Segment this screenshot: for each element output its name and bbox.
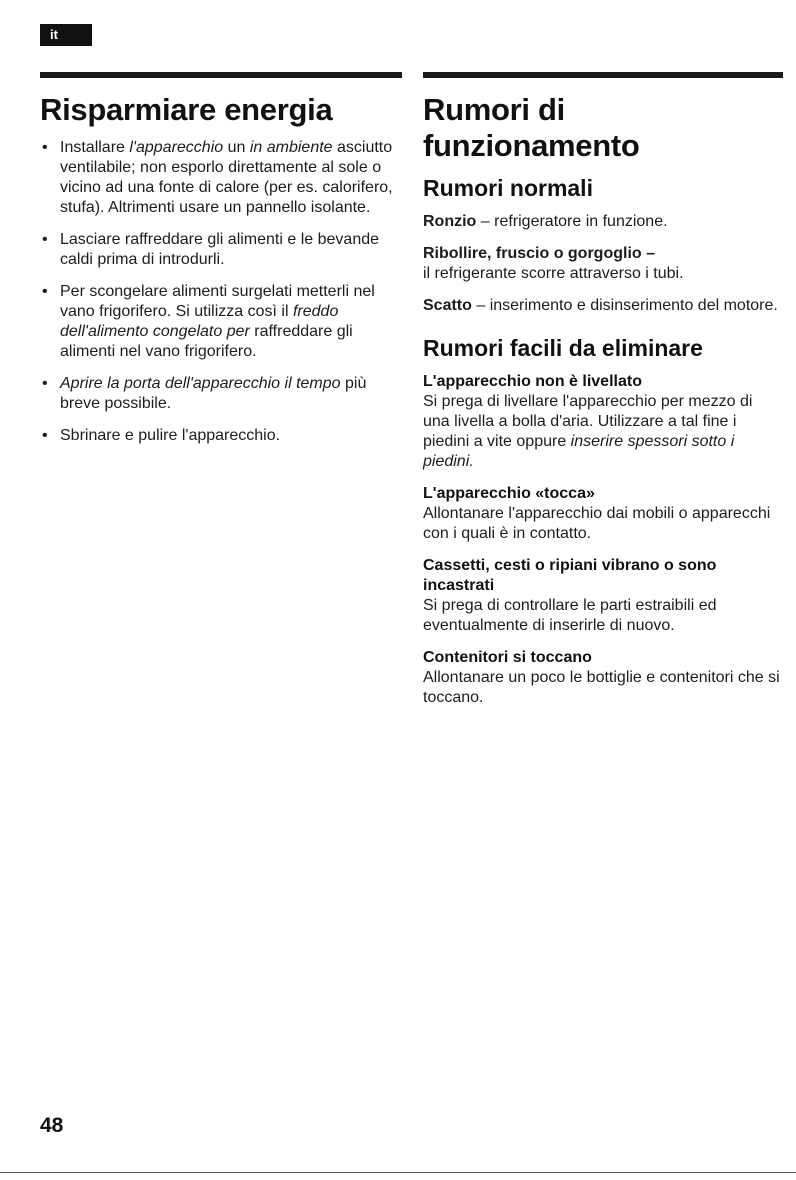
list-item: • Aprire la porta dell'apparecchio il tempo più breve possibile. xyxy=(42,375,367,412)
normal-noise-item: Scatto – inserimento e disinserimento del motore. xyxy=(423,297,778,314)
normal-noise-item: Ribollire, fruscio o gorgoglio – il refrigerante scorre attraverso i tubi. xyxy=(423,245,684,282)
page-number: 48 xyxy=(40,1114,64,1137)
operating-noises-title: Rumori di funzionamento xyxy=(423,92,640,163)
list-item: • Installare l'apparecchio un in ambiente asciutto ventilabile; non esporlo direttamente al sole o vicino ad una fonte di calore (per es. calorifero, stufa). Altrimenti usare un pannello isolante. xyxy=(42,139,393,216)
energy-tips-list xyxy=(40,138,402,446)
noise-problem-item xyxy=(423,484,783,544)
problem-title: Cassetti, cesti o ripiani vibrano o sono incastrati xyxy=(423,557,717,594)
problem-text: Allontanare l'apparecchio dai mobili o apparecchi con i quali è in contatto. xyxy=(423,505,771,542)
problem-title: L'apparecchio «tocca» xyxy=(423,485,595,502)
noise-problem-item xyxy=(423,648,783,708)
normal-noise-item: Ronzio – refrigeratore in funzione. xyxy=(423,213,668,230)
list-item: • Per scongelare alimenti surgelati metterli nel vano frigorifero. Si utilizza così il freddo dell'alimento congelato per raffreddare gli alimenti nel vano frigorifero. xyxy=(42,283,375,360)
energy-saving-section xyxy=(40,72,402,458)
easy-noises-heading: Rumori facili da eliminare xyxy=(423,335,703,361)
section-rule xyxy=(40,72,402,78)
noise-problem-item xyxy=(423,556,783,636)
bottom-divider xyxy=(0,1172,796,1173)
list-item: • Sbrinare e pulire l'apparecchio. xyxy=(42,427,281,444)
noise-problem-item xyxy=(423,372,783,472)
problem-text: Si prega di livellare l'apparecchio per mezzo di una livella a bolla d'aria. Utilizzare a tal fine i piedini a vite oppure inserire spessori sotto i piedini. xyxy=(423,393,753,470)
problem-title: Contenitori si toccano xyxy=(423,649,592,666)
energy-saving-title: Risparmiare energia xyxy=(40,92,333,127)
problem-text: Allontanare un poco le bottiglie e contenitori che si toccano. xyxy=(423,669,780,706)
operating-noises-section xyxy=(423,72,783,720)
problem-title: L'apparecchio non è livellato xyxy=(423,373,642,390)
language-tag: it xyxy=(40,24,92,46)
section-rule xyxy=(423,72,783,78)
list-item: • Lasciare raffreddare gli alimenti e le bevande caldi prima di introdurli. xyxy=(42,231,380,268)
problem-text: Si prega di controllare le parti estraibili ed eventualmente di inserirle di nuovo. xyxy=(423,597,717,634)
normal-noises-heading: Rumori normali xyxy=(423,175,593,201)
